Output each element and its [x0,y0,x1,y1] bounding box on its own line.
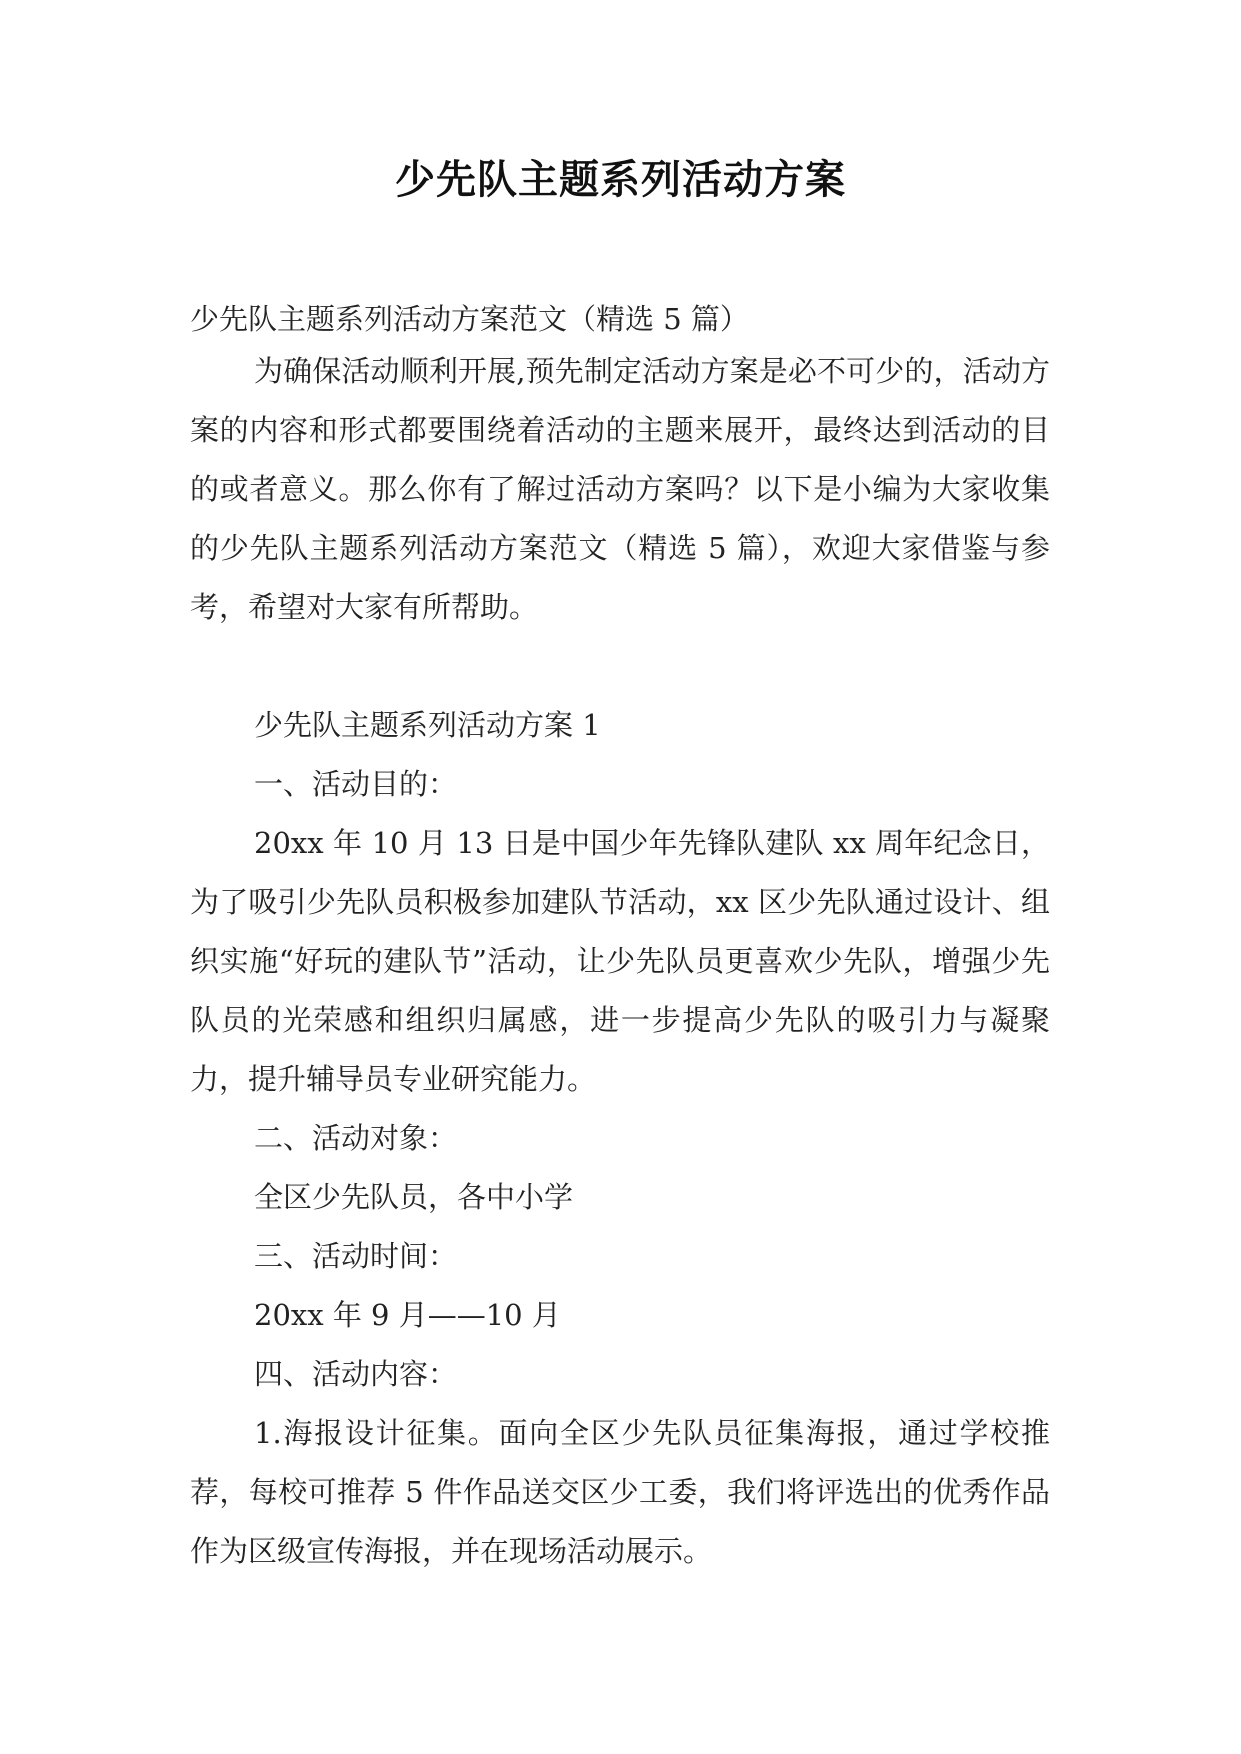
intro-paragraph-container [190,342,1050,637]
paragraph-content-item-1: 1.海报设计征集。面向全区少先队员征集海报，通过学校推荐，每校可推荐 5 件作品送交区少工委，我们将评选出的优秀作品作为区级宣传海报，并在现场活动展示。 [190,1416,1050,1568]
subtitle-text: 少先队主题系列活动方案范文（精选 5 篇） [190,302,749,336]
paragraph-target-heading: 二、活动对象： [254,1121,458,1155]
section-1 [190,696,1050,1581]
paragraph-time-heading: 三、活动时间： [254,1239,458,1273]
paragraph-target-body: 全区少先队员，各中小学 [254,1180,574,1214]
paragraph-content-heading: 四、活动内容： [254,1357,458,1391]
section-heading: 少先队主题系列活动方案 1 [254,708,601,742]
intro-paragraph: 为确保活动顺利开展,预先制定活动方案是必不可少的，活动方案的内容和形式都要围绕着活动的主题来展开，最终达到活动的目的或者意义。那么你有了解过活动方案吗？以下是小编为大家收集的少先队主题系列活动方案范文（精选 5 篇），欢迎大家借鉴与参考，希望对大家有所帮助。 [190,354,1050,624]
document-subtitle [190,290,1050,349]
document-title: 少先队主题系列活动方案 [395,157,846,203]
paragraph-time-body: 20xx 年 9 月——10 月 [254,1298,561,1332]
paragraph-purpose-body: 20xx 年 10 月 13 日是中国少年先锋队建队 xx 周年纪念日，为了吸引少先队员积极参加建队节活动，xx 区少先队通过设计、组织实施“好玩的建队节”活动，让少先队员更喜欢少先队，增强少先队员的光荣感和组织归属感，进一步提高少先队的吸引力与凝聚力，提升辅导员专业研究能力。 [190,826,1050,1096]
paragraph-purpose-heading: 一、活动目的： [254,767,458,801]
